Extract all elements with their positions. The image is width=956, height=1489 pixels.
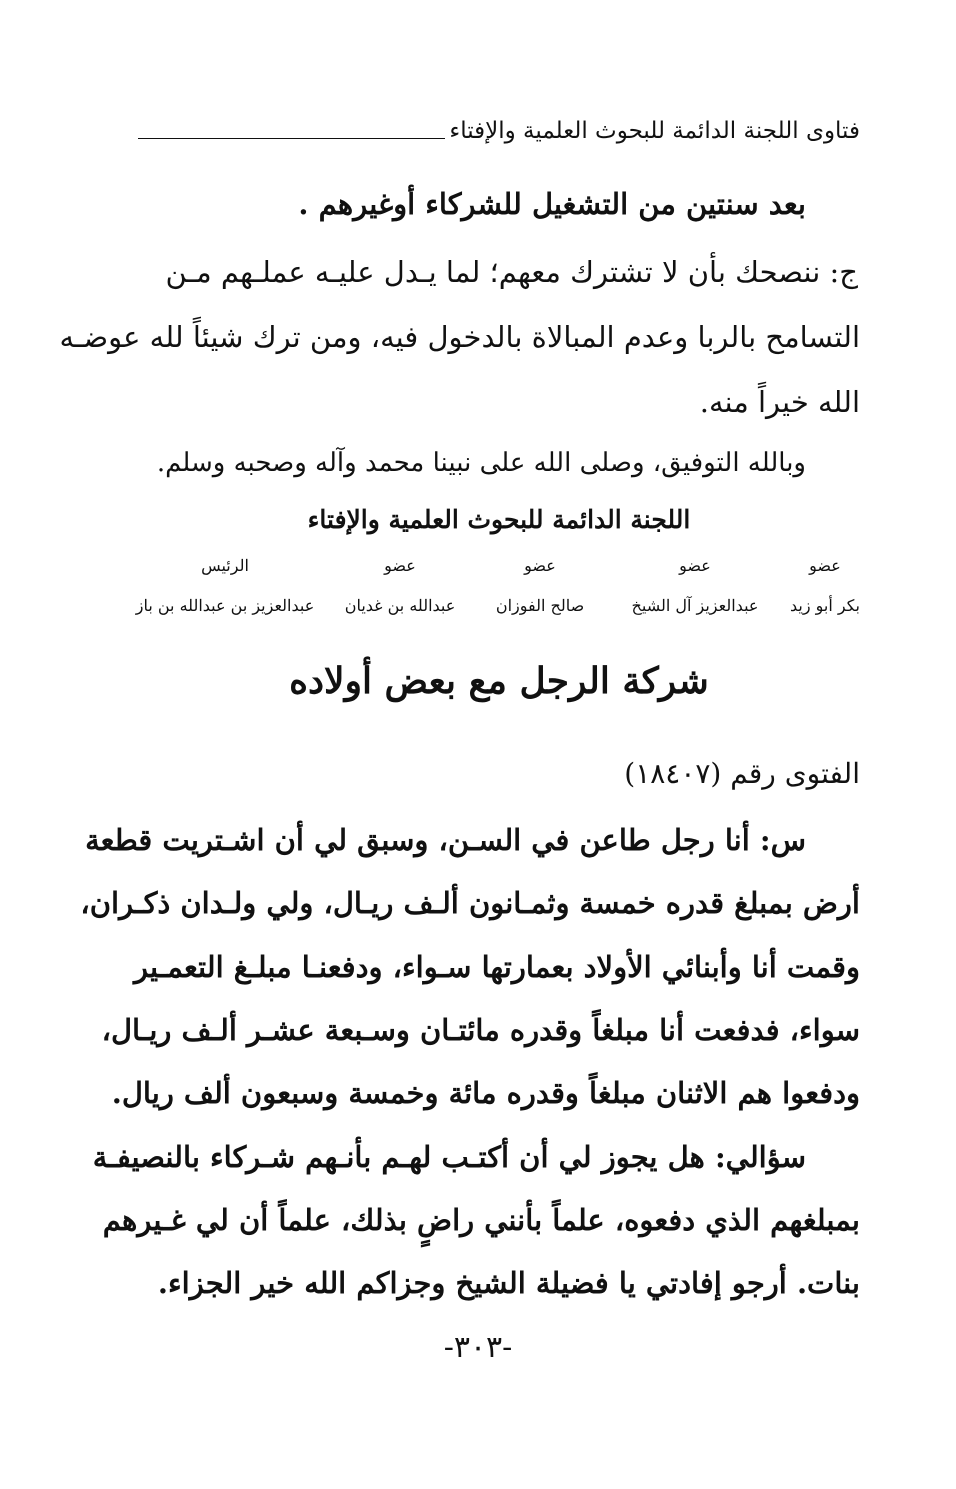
committee-title: اللجنة الدائمة للبحوث العلمية والإفتاء <box>307 505 691 534</box>
question-line-4: سواء، فدفعت أنا مبلغاً وقدره مائتـان وسـبعة عشـر ألـف ريـال، <box>101 1013 860 1047</box>
closing-text: وبالله التوفيق، وصلى الله على نبينا محمد وآله وصحبه وسلم. <box>156 448 806 478</box>
name-member-4: عبدالله بن غديان <box>344 596 456 615</box>
name-member-3: صالح الفوزان <box>495 596 585 615</box>
question-line-1: س: أنا رجل طاعن في السـن، وسبق لي أن اشـتريت قطعة <box>85 823 806 857</box>
header-rule <box>138 138 445 139</box>
question-line-7: بمبلغهم الذي دفعوه، علماً بأنني راضٍ بذلك، علماً أن لي غـيرهم <box>102 1203 860 1237</box>
name-member-2: عبدالعزيز آل الشيخ <box>631 596 759 615</box>
intro-line: بعد سنتين من التشغيل للشركاء أوغيرهم . <box>298 187 806 221</box>
question-line-6: سؤالي: هل يجوز لي أن أكتـب لهـم بأنـهم شـركاء بالنصيفـة <box>92 1140 806 1174</box>
name-member-1: بكر أبو زيد <box>789 596 860 615</box>
question-line-5: ودفعوا هم الاثنان مبلغاً وقدره مائة وخمسة وسبعون ألف ريال. <box>111 1076 860 1110</box>
fatwa-number: الفتوى رقم (١٨٤٠٧) <box>624 757 860 790</box>
role-member-4: عضو <box>384 556 416 575</box>
role-member-2: عضو <box>679 556 711 575</box>
signatories-roles <box>130 556 860 575</box>
signatories-names <box>130 596 860 615</box>
section-title: شركة الرجل مع بعض أولاده <box>289 660 709 702</box>
answer-line-1: ج: ننصحك بأن لا تشترك معهم؛ لما يـدل عليـه عملـهم مـن <box>165 255 858 289</box>
answer-line-3: الله خيراً منه. <box>699 385 860 419</box>
question-line-8: بنات. أرجو إفادتي يا فضيلة الشيخ وجزاكم الله خير الجزاء. <box>157 1266 860 1300</box>
question-line-2: أرض بمبلغ قدره خمسة وثمـانون ألـف ريـال، ولي ولـدان ذكـران، <box>80 886 860 920</box>
running-header <box>138 108 860 148</box>
question-line-3: وقمت أنا وأبنائي الأولاد بعمارتها سـواء، ودفعنـا مبلـغ التعمـير <box>134 950 860 984</box>
answer-line-2: التسامح بالربا وعدم المبالاة بالدخول فيه، ومن ترك شيئاً لله عوضـه <box>59 320 860 354</box>
header-title: فتاوى اللجنة الدائمة للبحوث العلمية والإفتاء <box>449 118 860 144</box>
role-member-3: عضو <box>524 556 556 575</box>
name-president: عبدالعزيز بن عبدالله بن باز <box>135 596 315 615</box>
page-number: -٣٠٣- <box>443 1330 513 1365</box>
role-member-1: عضو <box>809 556 841 575</box>
role-president: الرئيس <box>201 556 249 575</box>
